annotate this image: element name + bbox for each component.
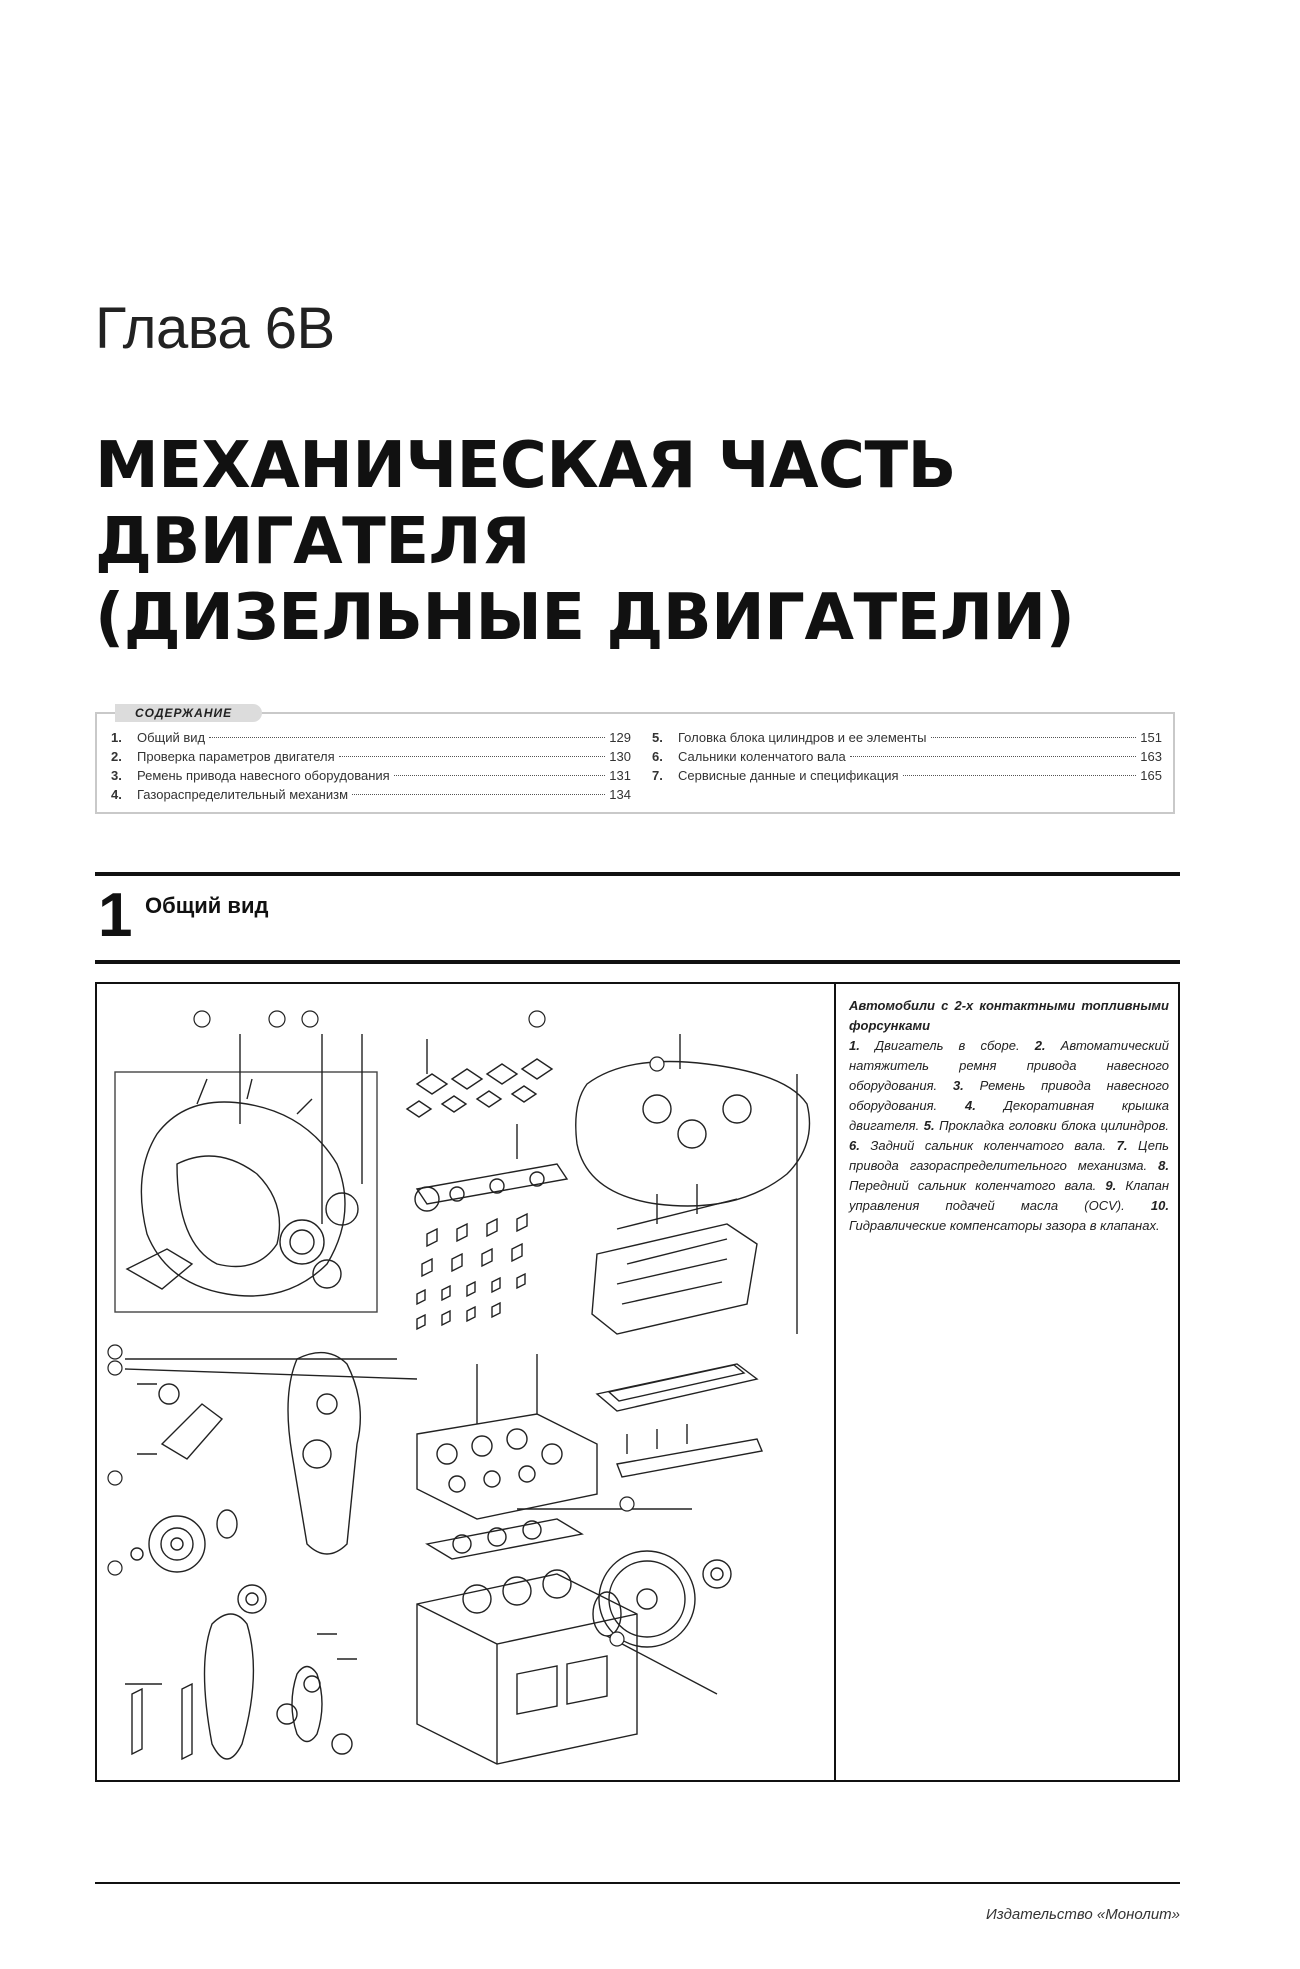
- toc-entry[interactable]: [652, 766, 1162, 785]
- toc-entry-number: 6.: [652, 749, 663, 764]
- toc-column-right: [652, 728, 1162, 785]
- caption-item-number: 9.: [1105, 1178, 1117, 1193]
- toc-leader-dots: [394, 775, 606, 776]
- section-title: Общий вид: [145, 893, 269, 918]
- toc-entry-page: 163: [1140, 749, 1162, 764]
- caption-item-text: Двигатель в сборе.: [874, 1038, 1020, 1053]
- toc-entry[interactable]: [111, 728, 631, 747]
- figure-box: [95, 982, 1180, 1782]
- caption-item-number: 5.: [923, 1118, 935, 1133]
- title-line: МЕХАНИЧЕСКАЯ ЧАСТЬ: [95, 429, 956, 503]
- toc-column-left: [111, 728, 631, 804]
- caption-item-text: Автоматический натяжитель ремня привода навесного оборудования.: [849, 1038, 1169, 1093]
- section-number: 1: [98, 881, 133, 950]
- caption-item-number: 7.: [1116, 1138, 1128, 1153]
- caption-item-text: Цепь привода газораспределительного механизма.: [849, 1138, 1169, 1173]
- caption-item-number: 2.: [1034, 1038, 1046, 1053]
- toc-leader-dots: [339, 756, 606, 757]
- toc-leader-dots: [931, 737, 1137, 738]
- toc-entry-page: 165: [1140, 768, 1162, 783]
- figure-caption: [849, 996, 1169, 1236]
- toc-leader-dots: [903, 775, 1137, 776]
- toc-entry-label: Ремень привода навесного оборудования: [137, 768, 390, 783]
- toc-entry-number: 1.: [111, 730, 122, 745]
- toc-leader-dots: [352, 794, 605, 795]
- toc-entry-number: 3.: [111, 768, 122, 783]
- toc-entry-label: Газораспределительный механизм: [137, 787, 349, 802]
- caption-item-number: 10.: [1150, 1198, 1169, 1213]
- caption-item-text: Декоративная крышка двигателя.: [849, 1098, 1169, 1133]
- toc-entry-label: Головка блока цилиндров и ее элементы: [678, 730, 927, 745]
- toc-entry-number: 2.: [111, 749, 122, 764]
- title-line: (ДИЗЕЛЬНЫЕ ДВИГАТЕЛИ): [95, 581, 1075, 655]
- title-line: ДВИГАТЕЛЯ: [95, 505, 530, 579]
- caption-item-number: 4.: [965, 1098, 976, 1113]
- toc-entry[interactable]: [111, 747, 631, 766]
- chapter-label: Глава 6В: [95, 296, 335, 361]
- caption-item-number: 1.: [849, 1038, 860, 1053]
- toc-entry-number: 4.: [111, 787, 122, 802]
- toc-entry-label: Сальники коленчатого вала: [678, 749, 846, 764]
- toc-leader-dots: [850, 756, 1137, 757]
- caption-item-number: 3.: [952, 1078, 964, 1093]
- toc-entry-number: 5.: [652, 730, 663, 745]
- caption-item-text: Клапан управления подачей масла (OCV).: [849, 1178, 1169, 1213]
- engine-exploded-diagram: [97, 984, 834, 1780]
- chapter-title: [95, 428, 1195, 656]
- table-of-contents: [95, 706, 1175, 814]
- toc-entry[interactable]: [111, 785, 631, 804]
- section-bottom-rule: [95, 960, 1180, 964]
- toc-leader-dots: [209, 737, 605, 738]
- toc-entry-page: 134: [609, 787, 631, 802]
- caption-item-text: Задний сальник коленчатого вала.: [870, 1138, 1107, 1153]
- figure-divider: [834, 984, 836, 1780]
- toc-label: СОДЕРЖАНИЕ: [115, 704, 262, 722]
- caption-item-number: 6.: [849, 1138, 860, 1153]
- toc-entry[interactable]: [652, 747, 1162, 766]
- footer-rule: [95, 1882, 1180, 1884]
- toc-entry-page: 129: [609, 730, 631, 745]
- toc-entry-number: 7.: [652, 768, 663, 783]
- section-top-rule: [95, 872, 1180, 876]
- caption-heading: Автомобили с 2-х контактными топливными форсунками: [849, 998, 1169, 1033]
- caption-item-text: Ремень привода навесного оборудования.: [849, 1078, 1169, 1113]
- publisher-credit: Издательство «Монолит»: [986, 1906, 1180, 1923]
- caption-item-text: Гидравлические компенсаторы зазора в клапанах.: [849, 1218, 1160, 1233]
- toc-entry[interactable]: [652, 728, 1162, 747]
- toc-entry[interactable]: [111, 766, 631, 785]
- caption-item-text: Прокладка головки блока цилиндров.: [939, 1118, 1169, 1133]
- toc-entry-page: 130: [609, 749, 631, 764]
- toc-entry-label: Сервисные данные и спецификация: [678, 768, 899, 783]
- caption-item-text: Передний сальник коленчатого вала.: [849, 1178, 1097, 1193]
- toc-entry-page: 151: [1140, 730, 1162, 745]
- toc-entry-label: Проверка параметров двигателя: [137, 749, 335, 764]
- caption-item-number: 8.: [1158, 1158, 1169, 1173]
- toc-entry-page: 131: [609, 768, 631, 783]
- toc-entry-label: Общий вид: [137, 730, 206, 745]
